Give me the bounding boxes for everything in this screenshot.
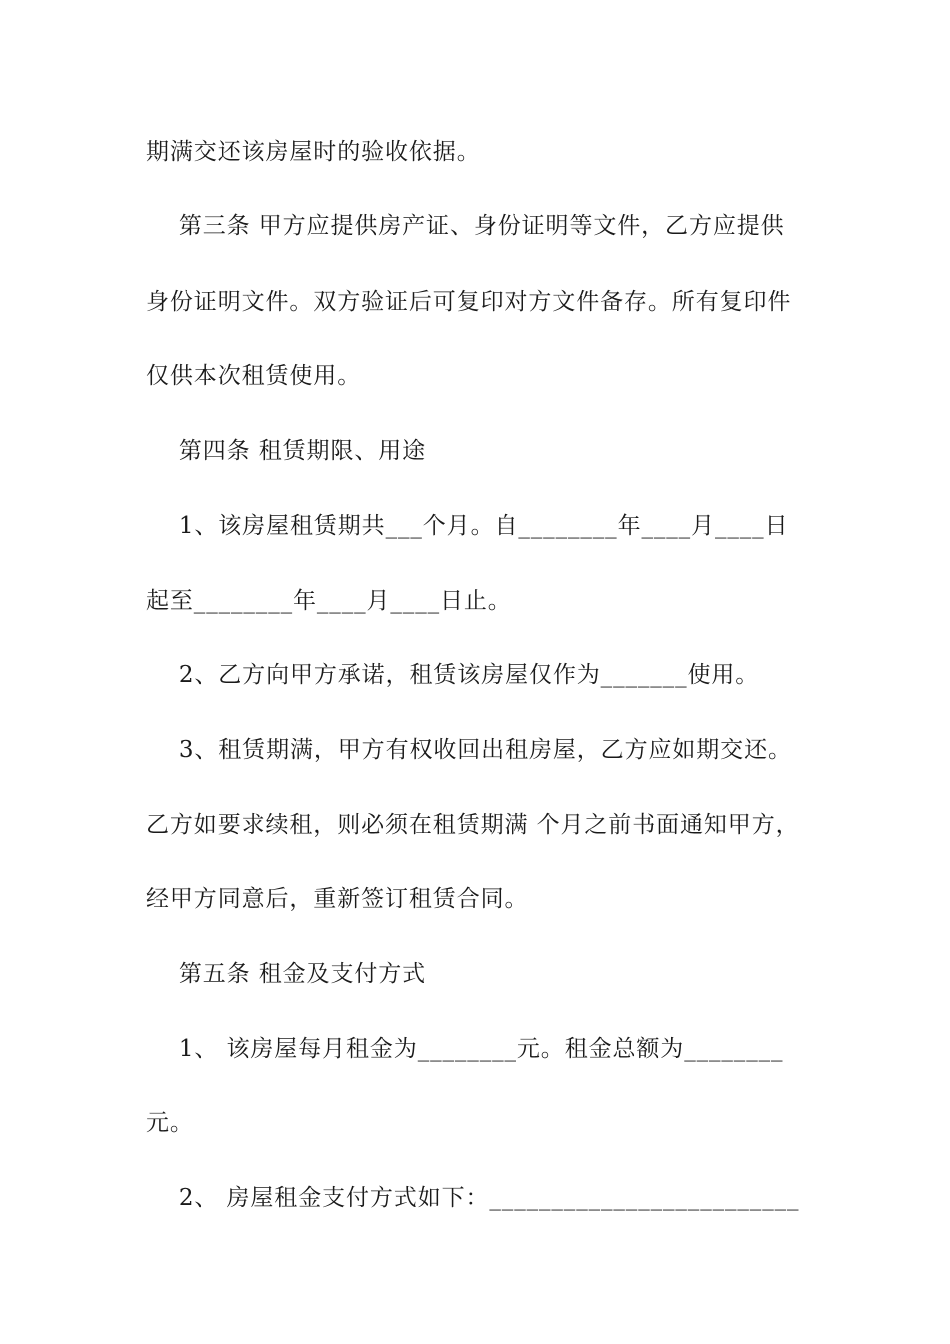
paragraph-line: 起至________年____月____日止。	[146, 588, 512, 614]
paragraph-line: 身份证明文件。双方验证后可复印对方文件备存。所有复印件	[146, 289, 792, 315]
article-5-heading: 第五条 租金及支付方式	[146, 961, 427, 987]
paragraph-line: 乙方如要求续租，则必须在租赁期满 个月之前书面通知甲方，	[146, 812, 800, 838]
clause-line: 3、租赁期满，甲方有权收回出租房屋，乙方应如期交还。	[146, 737, 792, 763]
article-4-heading: 第四条 租赁期限、用途	[146, 438, 427, 464]
clause-line: 2、 房屋租金支付方式如下：_________________________	[146, 1185, 800, 1211]
paragraph-line: 元。	[146, 1110, 194, 1136]
paragraph-line: 期满交还该房屋时的验收依据。	[146, 139, 481, 165]
clause-line: 1、 该房屋每月租金为________元。租金总额为________	[146, 1036, 784, 1062]
article-3-heading-line: 第三条 甲方应提供房产证、身份证明等文件，乙方应提供	[146, 213, 785, 239]
clause-line: 1、该房屋租赁期共___个月。自________年____月____日	[146, 513, 789, 539]
paragraph-line: 经甲方同意后，重新签订租赁合同。	[146, 886, 529, 912]
clause-line: 2、乙方向甲方承诺，租赁该房屋仅作为_______使用。	[146, 662, 760, 688]
paragraph-line: 仅供本次租赁使用。	[146, 363, 362, 389]
